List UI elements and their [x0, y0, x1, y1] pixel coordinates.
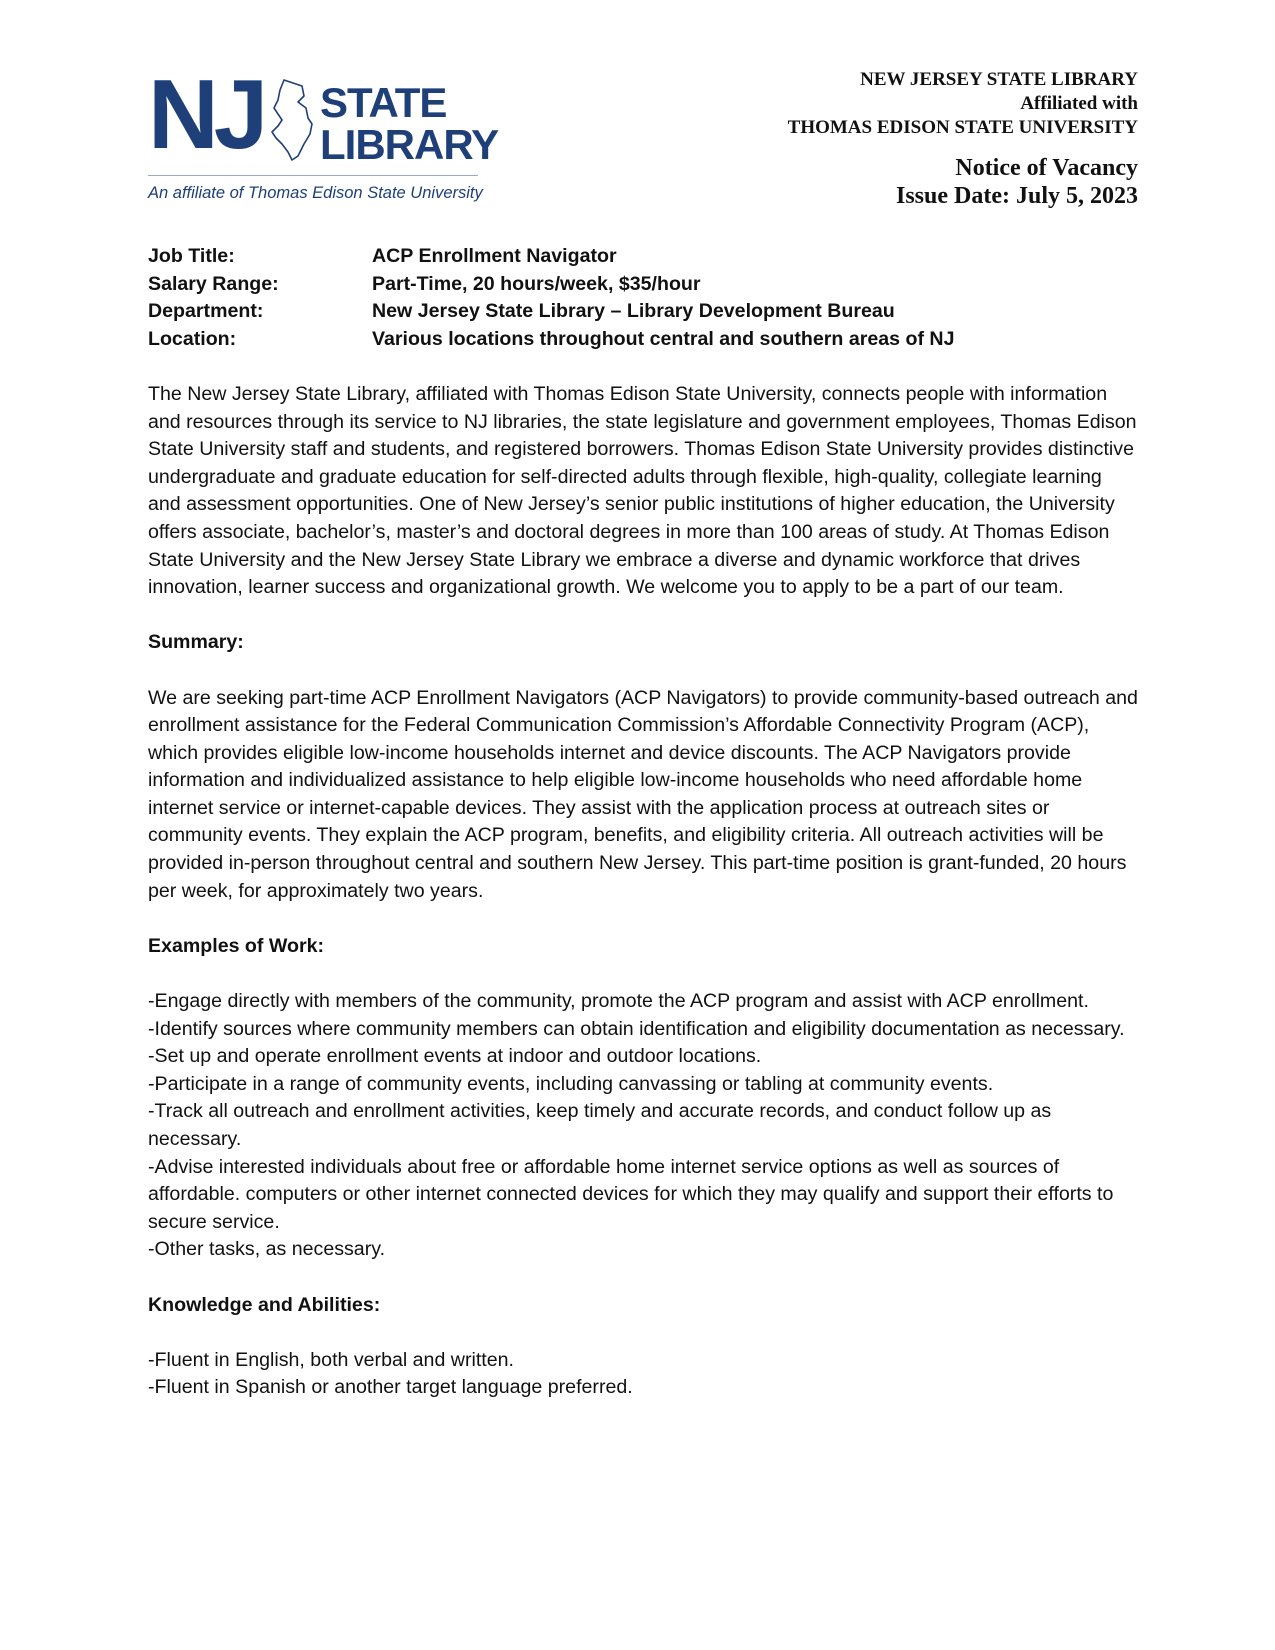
intro-paragraph: The New Jersey State Library, affiliated with Thomas Edison State University, connects people with information and resources through its service to NJ libraries, the state legislature and government employees, Thomas Edison State University staff and students, and registered borrowers. Thomas Edison State University provides distinctive undergraduate and graduate education for self-directed adults through flexible, high-quality, collegiate learning and assessment opportunities. One of New Jersey’s senior public institutions of higher education, the University offers associate, bachelor’s, master’s and doctoral degrees in more than 100 areas of study. At Thomas Edison State University and the New Jersey State Library we embrace a diverse and dynamic workforce that drives innovation, learner success and organizational growth. We welcome you to apply to be a part of our team.: [148, 382, 1137, 599]
list-item: -Fluent in Spanish or another target language preferred.: [148, 1376, 633, 1399]
salary-label: Salary Range:: [148, 272, 279, 295]
logo-divider: [148, 175, 478, 176]
list-item: -Engage directly with members of the community, promote the ACP program and assist with ACP enrollment.: [148, 990, 1089, 1013]
knowledge-heading: Knowledge and Abilities:: [148, 1293, 381, 1316]
letterhead-university: THOMAS EDISON STATE UNIVERSITY: [787, 117, 1138, 138]
job-title-value: ACP Enrollment Navigator: [372, 245, 617, 267]
nj-state-library-logo: [148, 59, 499, 210]
logo-word-library: LIBRARY: [320, 121, 499, 168]
logo-tagline: An affiliate of Thomas Edison State University: [148, 184, 483, 202]
notice-title: Notice of Vacancy: [955, 155, 1138, 181]
location-value: Various locations throughout central and southern areas of NJ: [372, 327, 955, 350]
logo-word-state: STATE: [320, 79, 447, 126]
list-item: -Other tasks, as necessary.: [148, 1238, 386, 1261]
list-item: -Participate in a range of community events, including canvassing or tabling at community events.: [148, 1072, 994, 1095]
job-meta: [148, 243, 1138, 353]
job-title-label: Job Title:: [148, 245, 235, 267]
list-item: -Track all outreach and enrollment activities, keep timely and accurate records, and conduct follow up as necessary.: [148, 1100, 1052, 1150]
location-label: Location:: [148, 327, 237, 350]
job-notice-body: [148, 243, 1138, 1402]
summary-heading: Summary:: [148, 631, 244, 654]
knowledge-list: [148, 1347, 1138, 1402]
summary-paragraph: We are seeking part-time ACP Enrollment Navigators (ACP Navigators) to provide community-based outreach and enrollment assistance for the Federal Communication Commission’s Affordable Connectivity Program (ACP), which provides eligible low-income households internet and device discounts. The ACP Navigators provide information and individualized assistance to help eligible low-income households who need affordable home internet service or internet-capable devices. They assist with the application process at outreach sites or community events. They explain the ACP program, benefits, and eligibility criteria. All outreach activities will be provided in-person throughout central and southern New Jersey. This part-time position is grant-funded, 20 hours per week, for approximately two years.: [148, 686, 1138, 902]
location-row: [148, 326, 1138, 354]
job-title-row: [148, 243, 1138, 271]
department-row: [148, 298, 1138, 326]
department-value: New Jersey State Library – Library Development Bureau: [372, 300, 895, 323]
examples-list: [148, 988, 1138, 1264]
letterhead-library-name: NEW JERSEY STATE LIBRARY: [860, 69, 1138, 90]
salary-value: Part-Time, 20 hours/week, $35/hour: [372, 272, 701, 295]
letterhead-affiliated: Affiliated with: [1020, 93, 1138, 114]
list-item: -Fluent in English, both verbal and written.: [148, 1348, 514, 1371]
examples-heading: Examples of Work:: [148, 934, 325, 957]
issue-date: Issue Date: July 5, 2023: [895, 183, 1138, 209]
letterhead: [788, 68, 1138, 210]
list-item: -Set up and operate enrollment events at indoor and outdoor locations.: [148, 1045, 762, 1068]
list-item: -Identify sources where community members can obtain identification and eligibility documentation as necessary.: [148, 1017, 1125, 1040]
department-label: Department:: [148, 300, 264, 323]
salary-row: [148, 271, 1138, 299]
nj-state-outline-icon: [268, 78, 316, 162]
list-item: -Advise interested individuals about free or affordable home internet service options as well as sources of affordable. computers or other internet connected devices for which they may qualify and support their efforts to secure service.: [148, 1155, 1114, 1233]
logo-nj-letters: NJ: [148, 59, 264, 169]
